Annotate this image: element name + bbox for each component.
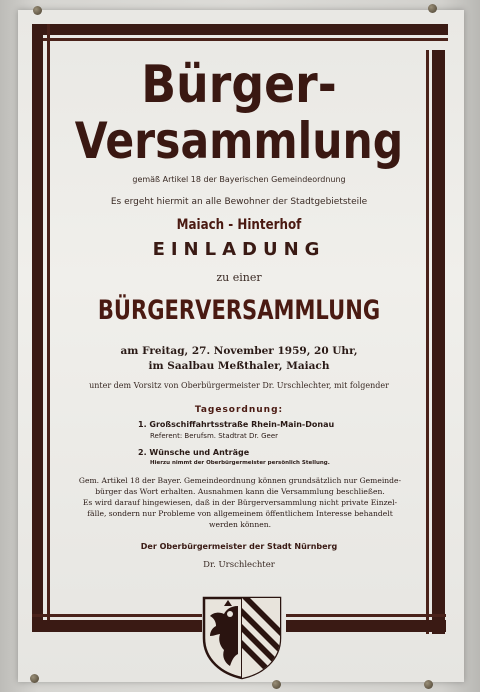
frame-bottom-left	[32, 620, 202, 632]
signature-title: Der Oberbürgermeister der Stadt Nürnberg	[140, 542, 338, 551]
pin-icon	[424, 680, 433, 689]
frame-top	[32, 24, 448, 35]
to-a-line: zu einer	[216, 271, 262, 284]
date-line: am Freitag, 27. November 1959, 20 Uhr,	[120, 345, 358, 357]
invitation-heading: EINLADUNG	[152, 239, 326, 260]
agenda-item-note: Referent: Berufsm. Stadtrat Dr. Geer	[150, 432, 279, 440]
pin-icon	[428, 4, 437, 13]
venue-line: im Saalbau Meßthaler, Maiach	[148, 360, 330, 372]
chair-line: unter dem Vorsitz von Oberbürgermeister Dr. Urschlechter, mit folgender	[89, 381, 389, 390]
agenda-item: 2. Wünsche und Anträge	[138, 448, 250, 457]
district-name: Maiach - Hinterhof	[176, 217, 302, 233]
frame-bottom-inner-left	[32, 614, 202, 617]
pin-icon	[33, 6, 42, 15]
title-line-1: Bürger-	[141, 55, 337, 115]
frame-left-inner	[47, 24, 50, 632]
frame-bottom-inner-right	[286, 614, 446, 617]
coat-of-arms-icon	[200, 594, 284, 680]
paragraph-line: bürger das Wort erhalten. Ausnahmen kann die Versammlung beschließen.	[95, 487, 385, 496]
paragraph-line: Gem. Artikel 18 der Bayer. Gemeindeordnung können grundsätzlich nur Gemeinde-	[78, 476, 402, 485]
signature-name: Dr. Urschlechter	[203, 560, 275, 570]
event-heading: BÜRGERVERSAMMLUNG	[97, 295, 381, 326]
frame-top-inner	[32, 38, 448, 41]
frame-right-inner	[426, 50, 429, 634]
agenda-item-note: Hierzu nimmt der Oberbürgermeister persönlich Stellung.	[150, 460, 330, 466]
agenda-heading: Tagesordnung:	[194, 405, 284, 415]
call-line: Es ergeht hiermit an alle Bewohner der Stadtgebietsteile	[110, 197, 368, 207]
paragraph-line: werden können.	[208, 520, 272, 529]
agenda-item: 1. Großschiffahrtsstraße Rhein-Main-Donau	[138, 420, 335, 429]
pin-icon	[272, 680, 281, 689]
paragraph-line: Es wird darauf hingewiesen, daß in der Bürgerversammlung nicht private Einzel-	[82, 498, 398, 507]
notice-paragraph	[72, 475, 408, 530]
paragraph-line: fälle, sondern nur Probleme von allgemeinem öffentlichem Interesse behandelt	[87, 509, 393, 518]
legal-basis: gemäß Artikel 18 der Bayerischen Gemeindeordnung	[132, 175, 346, 184]
title-line-2: Versammlung	[74, 112, 404, 170]
frame-bottom-right	[286, 620, 446, 632]
frame-left	[32, 24, 43, 632]
pin-icon	[30, 674, 39, 683]
frame-right	[432, 50, 445, 634]
